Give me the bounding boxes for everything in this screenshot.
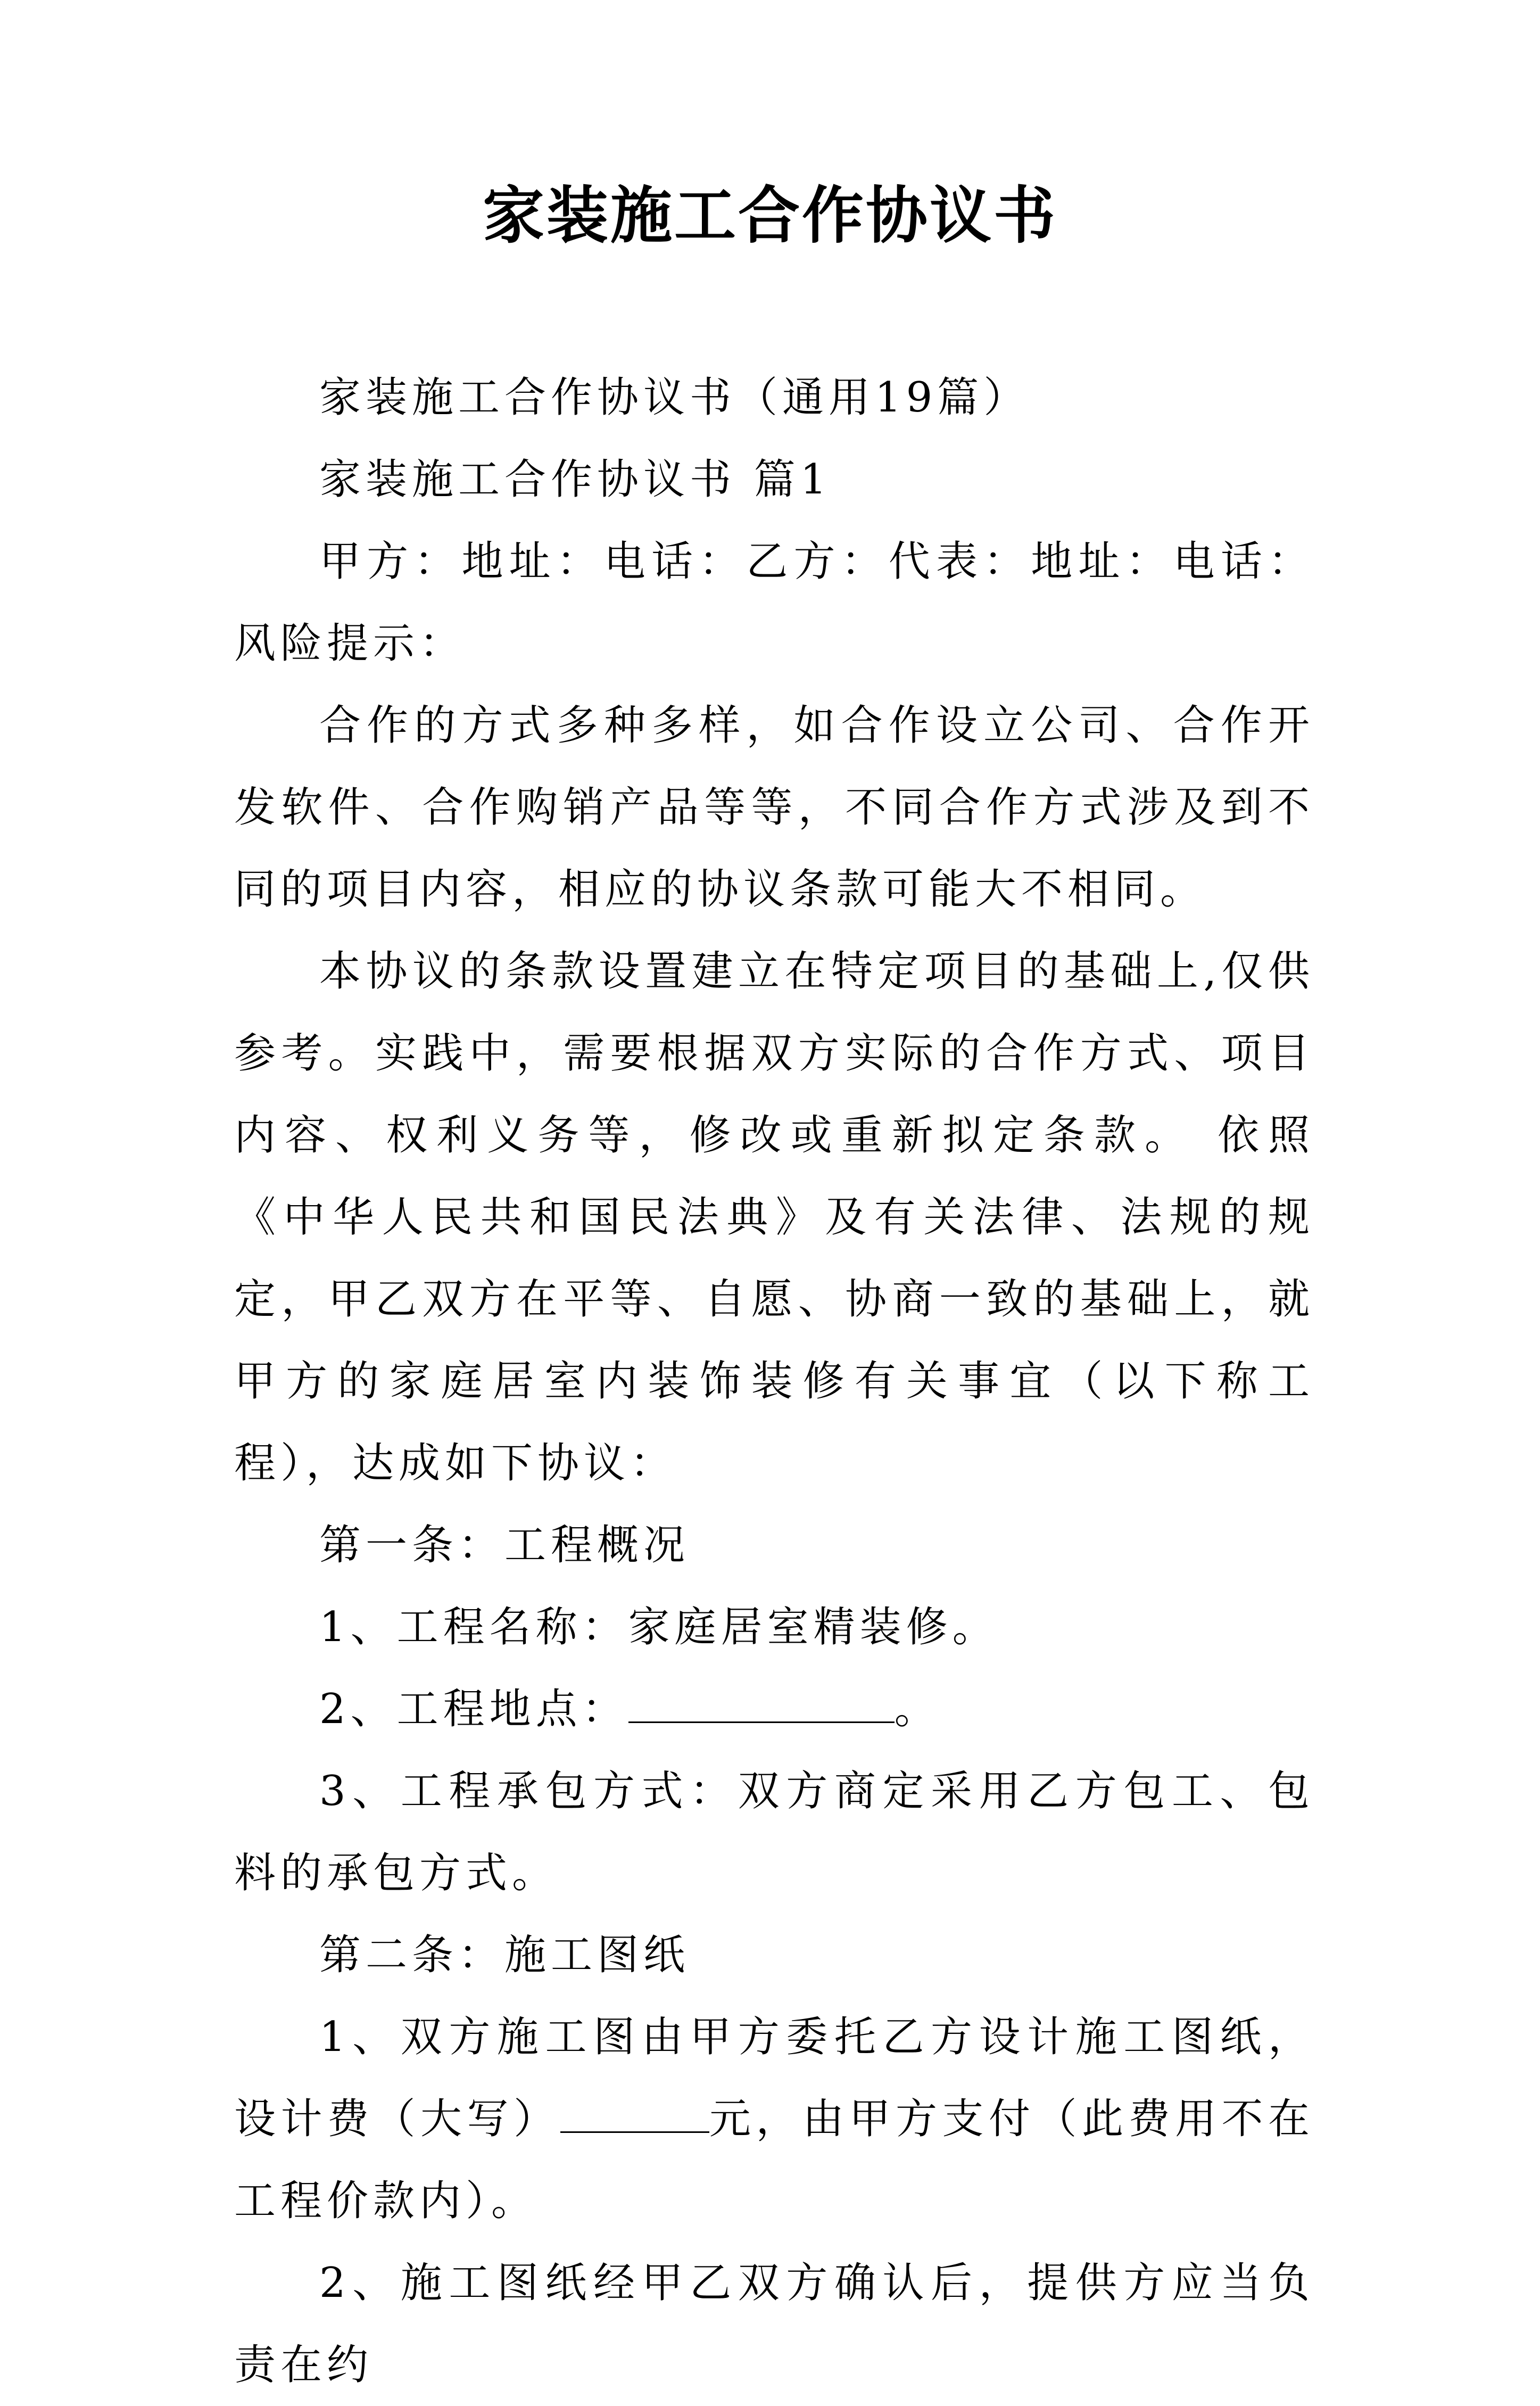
paragraph-cooperation-modes: 合作的方式多种多样，如合作设立公司、合作开发软件、合作购销产品等等，不同合作方式涉及到不同的项目内容，相应的协议条款可能大不相同。 bbox=[234, 702, 1314, 913]
design-fee-prefix: 1、双方施工图由甲方委托乙方设计施工图纸，设计费（大写） bbox=[234, 2013, 1314, 2143]
document-body bbox=[234, 357, 1314, 2406]
paragraph-contract-method: 3、工程承包方式：双方商定采用乙方包工、包料的承包方式。 bbox=[234, 1767, 1314, 1897]
design-fee-blank bbox=[560, 2094, 709, 2133]
paragraph-parties: 甲方：地址：电话：乙方：代表：地址：电话：风险提示： bbox=[234, 538, 1314, 668]
paragraph-section-2-heading: 第二条：施工图纸 bbox=[319, 1931, 690, 1979]
design-fee-suffix: 元，由甲方支付（此费用不在工程价款内）。 bbox=[234, 2095, 1314, 2225]
paragraph-project-site bbox=[234, 1668, 1314, 1750]
document-title: 家装施工合作协议书 bbox=[483, 179, 1057, 252]
project-site-suffix: 。 bbox=[894, 1685, 941, 1733]
paragraph-subtitle: 家装施工合作协议书（通用19篇） bbox=[319, 374, 1030, 422]
paragraph-section-1-heading: 第一条：工程概况 bbox=[319, 1521, 690, 1569]
paragraph-basis: 本协议的条款设置建立在特定项目的基础上,仅供参考。实践中，需要根据双方实际的合作方式、项目内容、权利义务等，修改或重新拟定条款。 依照《中华人民共和国民法典》及有关法律、法规的规定，甲乙双方在平等、自愿、协商一致的基础上，就甲方的家庭居室内装饰装修有关事宜（以下称工程），达成如下协议： bbox=[234, 947, 1314, 1487]
paragraph-article-heading: 家装施工合作协议书 篇1 bbox=[319, 456, 832, 504]
project-site-label: 2、工程地点： bbox=[319, 1685, 628, 1733]
paragraph-project-name: 1、工程名称：家庭居室精装修。 bbox=[319, 1603, 999, 1651]
paragraph-design-fee bbox=[234, 1996, 1314, 2242]
project-site-blank bbox=[628, 1684, 895, 1723]
paragraph-drawing-confirmation: 2、施工图纸经甲乙双方确认后，提供方应当负责在约 bbox=[234, 2259, 1314, 2389]
